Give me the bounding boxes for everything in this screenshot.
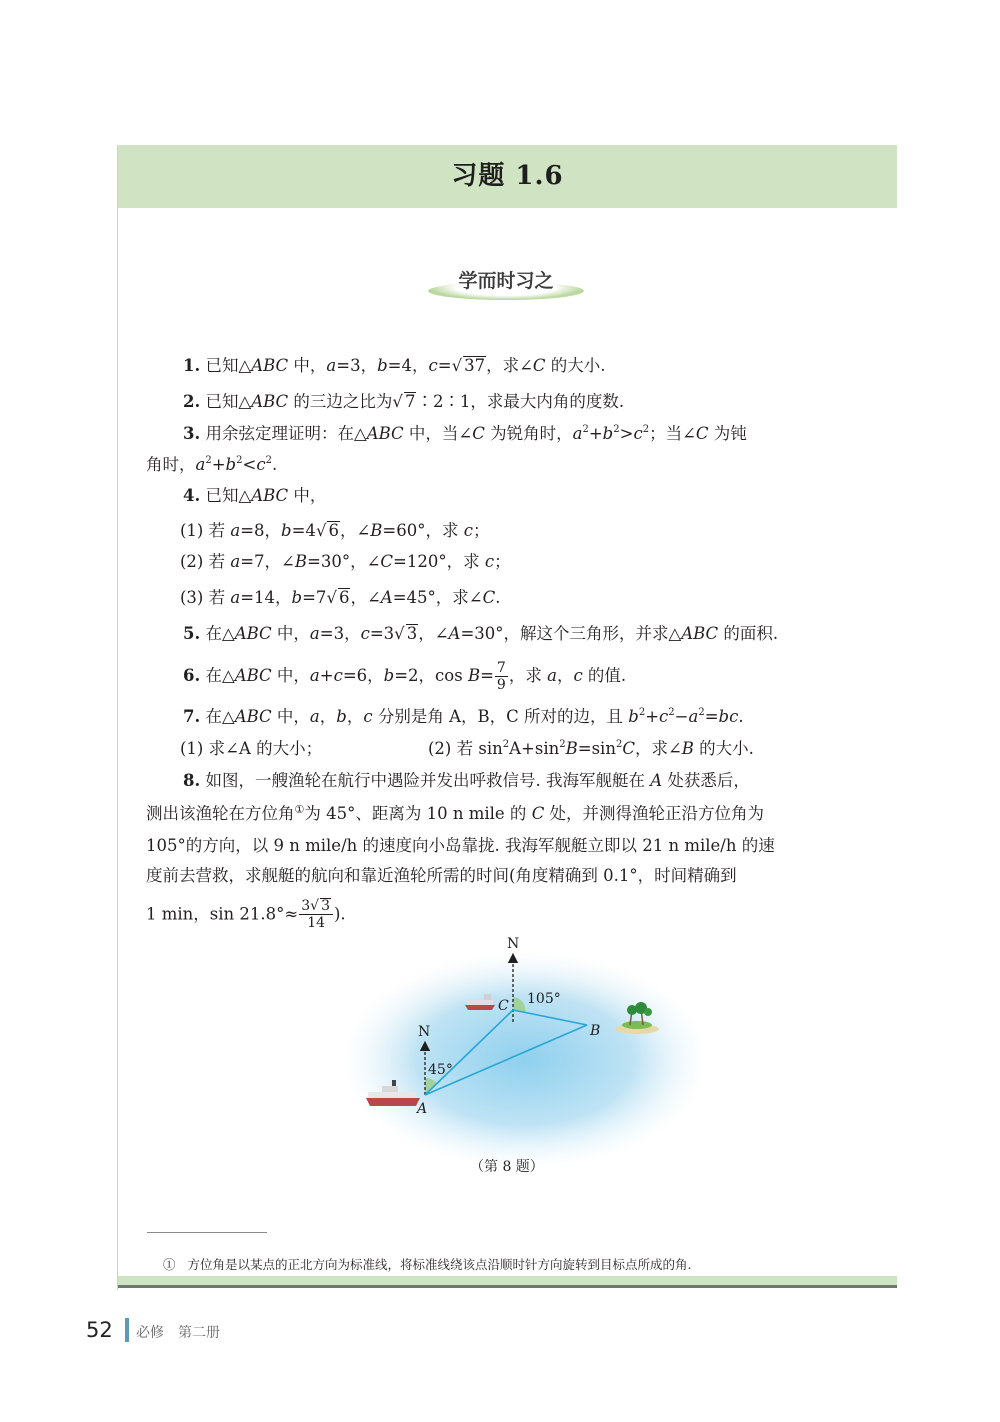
text: B xyxy=(477,707,490,726)
text: =sin xyxy=(577,739,616,758)
part-label: (2) xyxy=(428,739,452,758)
math-var: B xyxy=(294,552,308,571)
footnote-mark: ① xyxy=(163,1257,176,1272)
math-var: c xyxy=(256,455,266,474)
text: 在△ xyxy=(205,624,235,643)
exponent: 2 xyxy=(559,739,566,750)
folio-bar xyxy=(125,1318,129,1342)
part-label: (1) xyxy=(180,521,204,540)
math-var: b xyxy=(336,707,347,726)
text: 为 45°、距离为 10 n mile 的 xyxy=(304,804,532,823)
radical-sign: √ xyxy=(326,588,337,607)
text: 的大小； xyxy=(250,739,323,758)
numerator: 7 xyxy=(496,660,506,676)
text: 用余弦定理证明：在△ xyxy=(205,424,367,443)
text: . xyxy=(738,707,744,726)
text: +sin xyxy=(521,739,560,758)
text: =120°，求 xyxy=(393,552,485,571)
math-var: A xyxy=(448,624,461,643)
math-var: ABC xyxy=(366,424,404,443)
text: 在△ xyxy=(205,666,235,686)
text: 已知△ xyxy=(205,356,252,375)
problem-number: 2. xyxy=(183,392,201,411)
text: + xyxy=(319,666,334,686)
problem-number: 7. xyxy=(183,707,201,726)
text: =45°，求∠ xyxy=(392,588,483,607)
text: C xyxy=(506,707,519,726)
radicand: 6 xyxy=(328,521,339,540)
text: =7，∠ xyxy=(240,552,295,571)
page-title: 习题 1.6 xyxy=(451,161,564,191)
text: 分别是角 xyxy=(372,707,450,726)
text: . xyxy=(271,455,278,474)
point-label-B: B xyxy=(590,1023,601,1039)
text: 已知△ xyxy=(205,486,252,505)
text: =2，cos xyxy=(394,666,468,686)
math-var: b xyxy=(602,424,614,443)
math-var: a xyxy=(326,356,337,375)
text: = xyxy=(704,707,719,726)
text: 如图，一艘渔轮在航行中遇险并发出呼救信号. 我海军舰艇在 xyxy=(205,771,651,790)
text: 的三边之比为 xyxy=(288,392,393,411)
radicand: 37 xyxy=(464,356,486,375)
text: ，求∠ xyxy=(486,356,533,375)
math-var: b xyxy=(291,588,303,607)
math-var: A xyxy=(650,771,663,790)
exponent: 2 xyxy=(265,455,272,466)
text: − xyxy=(674,707,689,726)
text: =3， xyxy=(336,356,378,375)
bottom-rule xyxy=(118,1285,897,1288)
problem-number: 5. xyxy=(183,624,201,643)
text: ). xyxy=(334,904,346,924)
math-var: ABC xyxy=(234,624,272,643)
text: ， xyxy=(489,707,507,726)
text: 105°的方向，以 9 n mile/h 的速度向小岛靠拢. 我海军舰艇立即以 21 n mile/h 的速 xyxy=(146,836,775,855)
radicand: 3 xyxy=(321,898,330,914)
text: =14， xyxy=(240,588,292,607)
text: =3， xyxy=(319,624,361,643)
radical-sign: √ xyxy=(394,624,405,643)
math-var: a xyxy=(309,707,320,726)
north-label-C: N xyxy=(507,936,520,952)
math-var: bc xyxy=(718,707,739,726)
problem-number: 4. xyxy=(183,486,201,505)
exponent: 2 xyxy=(205,455,212,466)
text: ，∠ xyxy=(418,624,449,643)
problem-number: 1. xyxy=(183,356,201,375)
math-var: b xyxy=(383,666,395,686)
text: 已知△ xyxy=(205,392,252,411)
exponent: 2 xyxy=(236,455,243,466)
math-var: a xyxy=(230,521,241,540)
problem-number: 6. xyxy=(183,666,201,686)
text: 的面积. xyxy=(718,624,779,643)
math-var: ABC xyxy=(251,486,289,505)
text: 中，当∠ xyxy=(403,424,473,443)
text: =60°，求 xyxy=(382,521,464,540)
exponent: 2 xyxy=(613,424,620,435)
math-var: C xyxy=(472,424,485,443)
part-label: (1) xyxy=(180,739,204,758)
text: ， xyxy=(556,666,574,686)
exponent: 2 xyxy=(502,739,510,750)
text: 若 xyxy=(203,521,231,540)
text: 若 xyxy=(203,552,231,571)
radical-sign: √ xyxy=(451,356,463,375)
text: =4， xyxy=(387,356,429,375)
math-var: ABC xyxy=(251,392,289,411)
text: + xyxy=(645,707,660,726)
text: 在△ xyxy=(205,707,235,726)
part-label: (3) xyxy=(180,588,204,607)
radicand: 6 xyxy=(338,588,350,607)
math-var: b xyxy=(377,356,388,375)
text: 处获悉后， xyxy=(662,771,750,790)
text: + xyxy=(588,424,603,443)
text: 若 sin xyxy=(451,739,503,758)
north-label-A: N xyxy=(418,1024,431,1040)
problem-number: 8. xyxy=(183,771,201,790)
math-var: C xyxy=(532,356,546,375)
text: = xyxy=(437,356,452,375)
text: ， xyxy=(319,707,337,726)
text: 度前去营救，求舰艇的航向和靠近渔轮所需的时间(角度精确到 0.1°，时间精确到 xyxy=(146,866,737,885)
math-var: a xyxy=(688,707,699,726)
math-var: c xyxy=(363,707,373,726)
math-var: c xyxy=(428,356,438,375)
text: 处，并测得渔轮正沿方位角为 xyxy=(544,804,765,823)
text: =3 xyxy=(369,624,395,643)
math-var: C xyxy=(482,588,496,607)
text: =4 xyxy=(291,521,316,540)
math-var: C xyxy=(531,804,545,823)
bottom-band xyxy=(118,1276,897,1285)
math-var: C xyxy=(622,739,635,758)
text: 的值. xyxy=(582,666,627,686)
text: ， xyxy=(461,707,478,726)
exponent: 2 xyxy=(642,424,650,435)
text: 测出该渔轮在方位角 xyxy=(146,804,295,823)
math-var: ABC xyxy=(234,666,272,686)
footnote-reference[interactable]: ① xyxy=(294,803,305,816)
text: 求∠ xyxy=(203,739,239,758)
math-var: a xyxy=(572,424,583,443)
radical-sign: √ xyxy=(392,392,403,411)
angle-label-C: 105° xyxy=(527,991,561,1007)
point-label-A: A xyxy=(417,1101,428,1117)
text: 角时， xyxy=(146,455,196,474)
math-var: a xyxy=(309,666,320,686)
figure-caption: （第 8 题） xyxy=(470,1159,544,1175)
text: ，∠ xyxy=(350,588,381,607)
book-title: 必修 第二册 xyxy=(136,1325,220,1341)
math-var: c xyxy=(463,521,473,540)
exponent: 2 xyxy=(582,424,589,435)
math-var: A xyxy=(380,588,393,607)
text: A xyxy=(449,707,461,726)
text: ， xyxy=(346,707,364,726)
page-number: 52 xyxy=(86,1318,113,1342)
math-var: ABC xyxy=(681,624,719,643)
denominator: 14 xyxy=(307,915,326,932)
radicand: 3 xyxy=(406,624,418,643)
text: A xyxy=(238,739,251,758)
text: =6， xyxy=(342,666,384,686)
math-var: b xyxy=(225,455,237,474)
math-var: b xyxy=(281,521,292,540)
text: 为钝 xyxy=(708,424,747,443)
point-label-C: C xyxy=(498,998,509,1014)
text: 所对的边，且 xyxy=(518,707,629,726)
text: A xyxy=(509,739,522,758)
text: 中， xyxy=(288,486,327,505)
math-var: C xyxy=(695,424,709,443)
exponent: 2 xyxy=(668,707,675,718)
text: 的大小. xyxy=(693,739,754,758)
text: =8， xyxy=(240,521,282,540)
text: ，求∠ xyxy=(634,739,682,758)
math-var: a xyxy=(195,455,206,474)
math-var: a xyxy=(230,552,241,571)
math-var: c xyxy=(659,707,669,726)
exponent: 2 xyxy=(615,739,623,750)
exponent: 2 xyxy=(698,707,705,718)
text: ； xyxy=(473,521,490,540)
math-var: B xyxy=(681,739,694,758)
text: 为锐角时， xyxy=(484,424,573,443)
math-var: B xyxy=(565,739,578,758)
math-var: a xyxy=(230,588,241,607)
math-var: c xyxy=(633,424,643,443)
text: ；当∠ xyxy=(649,424,696,443)
exponent: 2 xyxy=(638,707,646,718)
text: 中， xyxy=(288,356,327,375)
section-label: 学而时习之 xyxy=(458,270,554,292)
text: > xyxy=(619,424,634,443)
math-var: c xyxy=(333,666,343,686)
math-var: b xyxy=(628,707,639,726)
math-var: B xyxy=(467,666,481,686)
math-var: a xyxy=(309,624,320,643)
denominator: 9 xyxy=(496,677,506,694)
math-var: C xyxy=(380,552,394,571)
text: 的大小. xyxy=(545,356,606,375)
angle-label-A: 45° xyxy=(428,1062,453,1078)
sea-area xyxy=(343,952,707,1168)
footnote-divider xyxy=(147,1232,267,1233)
text: 1 min，sin 21.8°≈ xyxy=(146,904,299,924)
text: =30°，∠ xyxy=(307,552,381,571)
radical-sign: √ xyxy=(310,898,320,914)
text: ，求 xyxy=(508,666,548,686)
math-var: B xyxy=(370,521,383,540)
part-label: (2) xyxy=(180,552,204,571)
text: =7 xyxy=(302,588,327,607)
math-var: ABC xyxy=(234,707,272,726)
text: =30°，解这个三角形，并求△ xyxy=(460,624,682,643)
text: < xyxy=(242,455,257,474)
text: + xyxy=(211,455,226,474)
math-var: ABC xyxy=(251,356,289,375)
problem-number: 3. xyxy=(183,424,201,443)
footnote xyxy=(163,1255,691,1273)
math-var: a xyxy=(547,666,557,686)
footnote-text: 方位角是以某点的正北方向为标准线，将标准线绕该点沿顺时针方向旋转到目标点所成的角. xyxy=(187,1257,692,1272)
text: 中， xyxy=(271,666,310,686)
text: . xyxy=(495,588,501,607)
text: 若 xyxy=(203,588,231,607)
text: 中， xyxy=(271,624,310,643)
coefficient: 3 xyxy=(301,898,311,914)
math-var: c xyxy=(484,552,495,571)
math-var: c xyxy=(573,666,583,686)
text: 中， xyxy=(271,707,310,726)
radicand: 7 xyxy=(404,392,416,411)
radical-sign: √ xyxy=(315,521,327,540)
math-var: c xyxy=(360,624,370,643)
text: ∶2∶1，求最大内角的度数. xyxy=(416,392,625,411)
text: ； xyxy=(494,552,511,571)
text: ，∠ xyxy=(339,521,371,540)
text: = xyxy=(480,666,494,686)
